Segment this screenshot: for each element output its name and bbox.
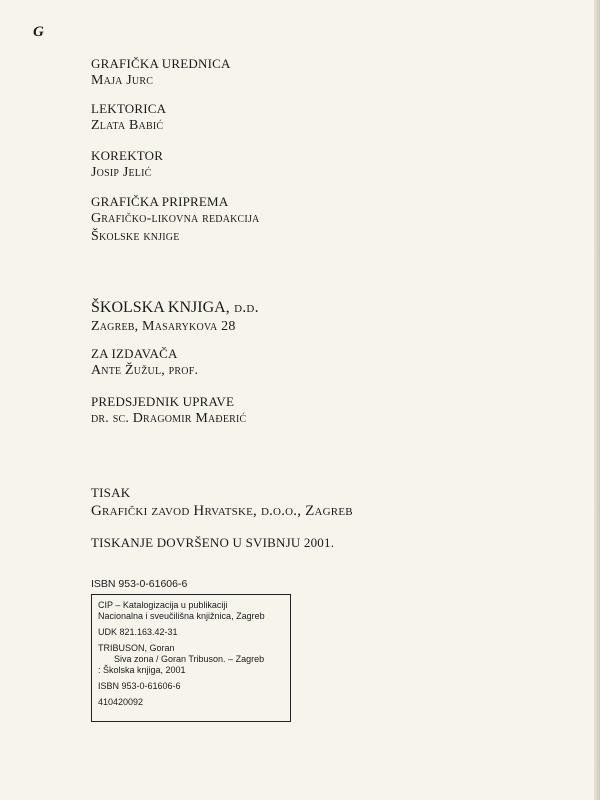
cip-line-2: Nacionalna i sveučilišna knjižnica, Zagreb <box>98 611 265 621</box>
print-value: Grafički zavod Hrvatske, d.o.o., Zagreb <box>91 503 353 519</box>
president-label: PREDSJEDNIK UPRAVE <box>91 394 235 409</box>
cip-udk: UDK 821.163.42-31 <box>98 627 178 637</box>
credit-label: LEKTORICA <box>91 101 167 116</box>
cip-box <box>91 594 291 722</box>
credit-value: Josip Jelić <box>91 165 152 180</box>
cip-line-1: CIP – Katalogizacija u publikaciji <box>98 600 228 610</box>
print-completed: TISKANJE DOVRŠENO U SVIBNJU 2001. <box>91 535 335 550</box>
credit-prepress <box>91 193 259 246</box>
cip-isbn: ISBN 953-0-61606-6 <box>98 681 181 691</box>
credit-label: KOREKTOR <box>91 148 164 163</box>
publisher-name-line <box>91 297 259 318</box>
credit-label: GRAFIČKA PRIPREMA <box>91 194 229 209</box>
president-value: dr. sc. Dragomir Mađerić <box>91 411 247 426</box>
isbn: ISBN 953-0-61606-6 <box>91 578 188 590</box>
for-publisher-block <box>91 345 198 380</box>
cip-author: TRIBUSON, Goran <box>98 643 175 653</box>
print-label: TISAK <box>91 485 131 500</box>
print-completed-block <box>91 534 334 551</box>
credit-value: Zlata Babić <box>91 118 164 133</box>
print-block <box>91 484 353 521</box>
publisher-suffix: , d.d. <box>225 299 259 316</box>
corner-mark: G <box>33 24 44 40</box>
publisher-address: Zagreb, Masarykova 28 <box>91 319 236 334</box>
publisher-name: ŠKOLSKA KNJIGA <box>91 299 226 316</box>
cip-number: 410420092 <box>98 697 144 707</box>
credit-value: Grafičko-likovna redakcija <box>91 211 260 226</box>
credit-value: Maja Jurc <box>91 73 154 88</box>
cip-publisher-line: : Školska knjiga, 2001 <box>98 665 186 675</box>
cip-title-line: Siva zona / Goran Tribuson. – Zagreb <box>114 654 265 664</box>
page-edge <box>594 0 600 800</box>
for-publisher-label: ZA IZDAVAČA <box>91 346 178 361</box>
credit-label: GRAFIČKA UREDNICA <box>91 56 231 71</box>
publisher-block <box>91 297 259 336</box>
president-block <box>91 393 246 428</box>
credit-value: Školske knjige <box>91 229 180 244</box>
credit-proofreader <box>91 147 163 182</box>
credit-language-editor <box>91 100 166 135</box>
for-publisher-value: Ante Žužul, prof. <box>91 363 199 378</box>
credit-graphic-editor <box>91 55 231 90</box>
